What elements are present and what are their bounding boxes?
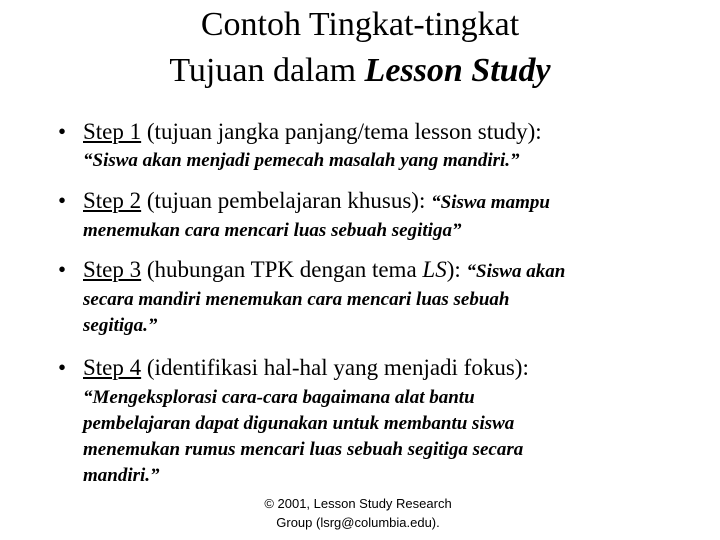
step-1-quote [83, 148, 520, 174]
step-4-quote [83, 385, 523, 489]
step-3-quote-line: segitiga.” [83, 315, 158, 336]
bullet-step-1: • [58, 119, 67, 144]
step-4-quote-line: “Mengeksplorasi cara-cara bagaimana alat bantu [83, 387, 475, 408]
slide-title [0, 2, 720, 94]
step-3-quote-inline: “Siswa akan [466, 261, 566, 282]
step-1-label: Step 1 [83, 119, 142, 144]
footer-line-2: Group (lsrg@columbia.edu). [276, 515, 440, 530]
step-2-label: Step 2 [83, 188, 142, 213]
step-4-quote-line: pembelajaran dapat digunakan untuk membantu siswa [83, 413, 515, 434]
step-4-quote-line: menemukan rumus mencari luas sebuah segitiga secara [83, 439, 524, 460]
step-3-quote [83, 287, 510, 339]
step-2-quote [83, 218, 461, 244]
step-4-quote-line: mandiri.” [83, 465, 160, 486]
step-2-description: (tujuan pembelajaran khusus): [141, 188, 432, 213]
copyright-footer [248, 494, 468, 532]
step-2-heading [83, 187, 550, 216]
step-1-quote-line: “Siswa akan menjadi pemecah masalah yang mandiri.” [83, 150, 520, 171]
step-3-description-b: ): [446, 257, 467, 282]
step-3-description-a: (hubungan TPK dengan tema [141, 257, 423, 282]
step-4-label: Step 4 [83, 355, 142, 380]
step-1-heading [83, 118, 542, 145]
step-3-heading [83, 256, 565, 285]
title-line-2-emphasis: Lesson Study [364, 52, 551, 89]
step-4-description: (identifikasi hal-hal yang menjadi fokus): [141, 355, 529, 380]
step-4-heading [83, 354, 529, 381]
bullet-step-4: • [58, 355, 67, 380]
footer-line-1: © 2001, Lesson Study Research [264, 496, 452, 511]
step-3-description-ls: LS [422, 257, 447, 282]
step-2-quote-inline: “Siswa mampu [431, 192, 550, 213]
step-2-quote-line: menemukan cara mencari luas sebuah segitiga” [83, 220, 462, 241]
title-line-2 [0, 48, 720, 94]
step-3-quote-line: secara mandiri menemukan cara mencari luas sebuah [83, 289, 510, 310]
step-1-description: (tujuan jangka panjang/tema lesson study): [141, 119, 542, 144]
bullet-step-2: • [58, 188, 67, 213]
step-3-label: Step 3 [83, 257, 142, 282]
title-line-1: Contoh Tingkat-tingkat [200, 6, 520, 43]
bullet-step-3: • [58, 257, 67, 282]
title-line-2-prefix: Tujuan dalam [169, 52, 365, 89]
